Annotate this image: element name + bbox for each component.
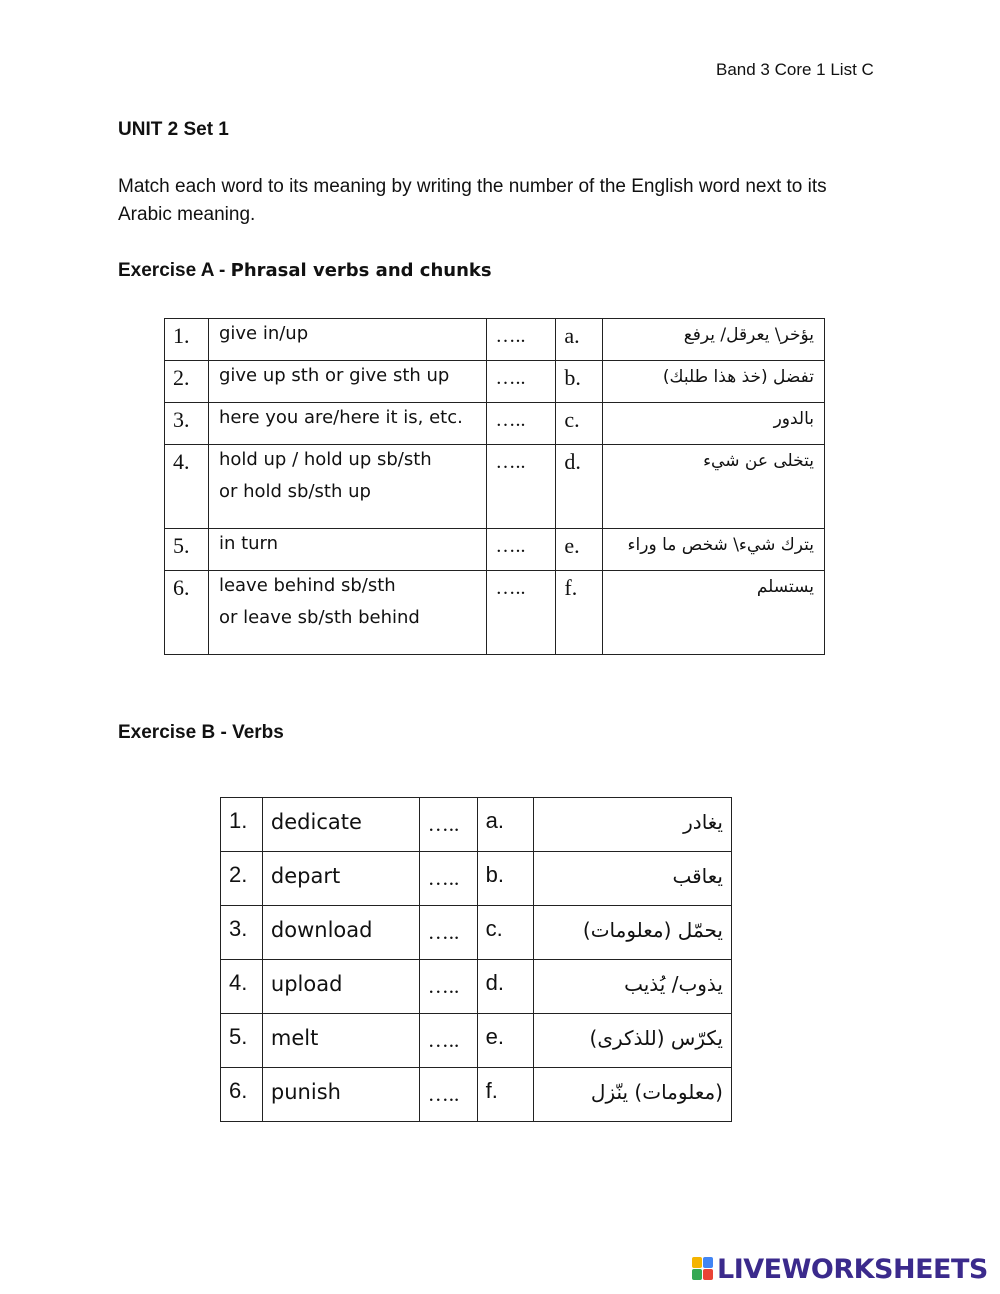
liveworksheets-logo-icon (692, 1257, 714, 1281)
row-number: 3. (221, 906, 263, 960)
answer-blank[interactable]: ….. (419, 906, 477, 960)
english-term-line: or hold sb/sth up (218, 481, 371, 502)
exercise-b-row (221, 1068, 732, 1122)
row-number: 4. (165, 445, 209, 529)
english-verb: melt (262, 1014, 419, 1068)
exercise-b-table (220, 797, 732, 1122)
exercise-b-row (221, 1014, 732, 1068)
exercise-b-row (221, 798, 732, 852)
row-number: 2. (165, 361, 209, 403)
arabic-meaning: يغادر (534, 798, 732, 852)
arabic-meaning: يستسلم (603, 571, 825, 655)
meaning-letter: a. (556, 319, 603, 361)
row-number: 5. (165, 529, 209, 571)
arabic-meaning: يؤخر\ يعرقل/ يرفع (603, 319, 825, 361)
exercise-a-title (118, 260, 492, 282)
english-verb: download (262, 906, 419, 960)
arabic-meaning: تفضل (خذ هذا طلبك) (603, 361, 825, 403)
liveworksheets-logo (692, 1252, 988, 1286)
meaning-letter: f. (477, 1068, 534, 1122)
meaning-letter: d. (556, 445, 603, 529)
exercise-a-title-prefix: Exercise A - (118, 260, 231, 281)
english-term (208, 571, 487, 655)
english-term-line: or leave sb/sth behind (218, 607, 420, 628)
list-label: Band 3 Core 1 List C (716, 60, 874, 79)
arabic-meaning: يترك شيء\ شخص ما وراء (603, 529, 825, 571)
meaning-letter: d. (477, 960, 534, 1014)
english-term (208, 445, 487, 529)
row-number: 2. (221, 852, 263, 906)
english-term-line: in turn (218, 533, 279, 554)
exercise-a-row (165, 445, 825, 529)
answer-blank[interactable]: ….. (487, 403, 556, 445)
row-number: 1. (221, 798, 263, 852)
english-term-line: give in/up (218, 323, 309, 344)
meaning-letter: f. (556, 571, 603, 655)
answer-blank[interactable]: ….. (419, 798, 477, 852)
english-verb: punish (262, 1068, 419, 1122)
row-number: 3. (165, 403, 209, 445)
exercise-b-row (221, 960, 732, 1014)
exercise-a-title-suffix: Phrasal verbs and chunks (230, 260, 492, 281)
answer-blank[interactable]: ….. (487, 361, 556, 403)
answer-blank[interactable]: ….. (487, 529, 556, 571)
answer-blank[interactable]: ….. (487, 445, 556, 529)
english-term-line: leave behind sb/sth (218, 575, 396, 596)
row-number: 6. (165, 571, 209, 655)
exercise-a-table (164, 318, 825, 655)
row-number: 6. (221, 1068, 263, 1122)
english-verb: depart (262, 852, 419, 906)
meaning-letter: b. (477, 852, 534, 906)
instructions: Match each word to its meaning by writing the number of the English word next to its Arabic meaning. (118, 176, 827, 225)
english-verb: upload (262, 960, 419, 1014)
unit-title: UNIT 2 Set 1 (118, 119, 229, 140)
exercise-a-row (165, 571, 825, 655)
exercise-b-title: Exercise B - Verbs (118, 722, 284, 743)
answer-blank[interactable]: ….. (419, 1068, 477, 1122)
meaning-letter: b. (556, 361, 603, 403)
arabic-meaning: يتخلى عن شيء (603, 445, 825, 529)
arabic-meaning: (معلومات) ينّزل (534, 1068, 732, 1122)
row-number: 5. (221, 1014, 263, 1068)
arabic-meaning: يكرّس (للذكرى) (534, 1014, 732, 1068)
meaning-letter: c. (556, 403, 603, 445)
english-term-line: hold up / hold up sb/sth (218, 449, 432, 470)
answer-blank[interactable]: ….. (487, 571, 556, 655)
english-verb: dedicate (262, 798, 419, 852)
meaning-letter: e. (556, 529, 603, 571)
arabic-meaning: يعاقب (534, 852, 732, 906)
exercise-b-row (221, 906, 732, 960)
meaning-letter: e. (477, 1014, 534, 1068)
arabic-meaning: يذوب/ يُذيب (534, 960, 732, 1014)
answer-blank[interactable]: ….. (419, 960, 477, 1014)
answer-blank[interactable]: ….. (487, 319, 556, 361)
meaning-letter: c. (477, 906, 534, 960)
arabic-meaning: يحمّل (معلومات) (534, 906, 732, 960)
row-number: 1. (165, 319, 209, 361)
row-number: 4. (221, 960, 263, 1014)
exercise-b-row (221, 852, 732, 906)
arabic-meaning: بالدور (603, 403, 825, 445)
answer-blank[interactable]: ….. (419, 852, 477, 906)
liveworksheets-logo-text: LIVEWORKSHEETS (717, 1253, 988, 1285)
english-term-line: here you are/here it is, etc. (218, 407, 463, 428)
answer-blank[interactable]: ….. (419, 1014, 477, 1068)
meaning-letter: a. (477, 798, 534, 852)
english-term-line: give up sth or give sth up (218, 365, 450, 386)
